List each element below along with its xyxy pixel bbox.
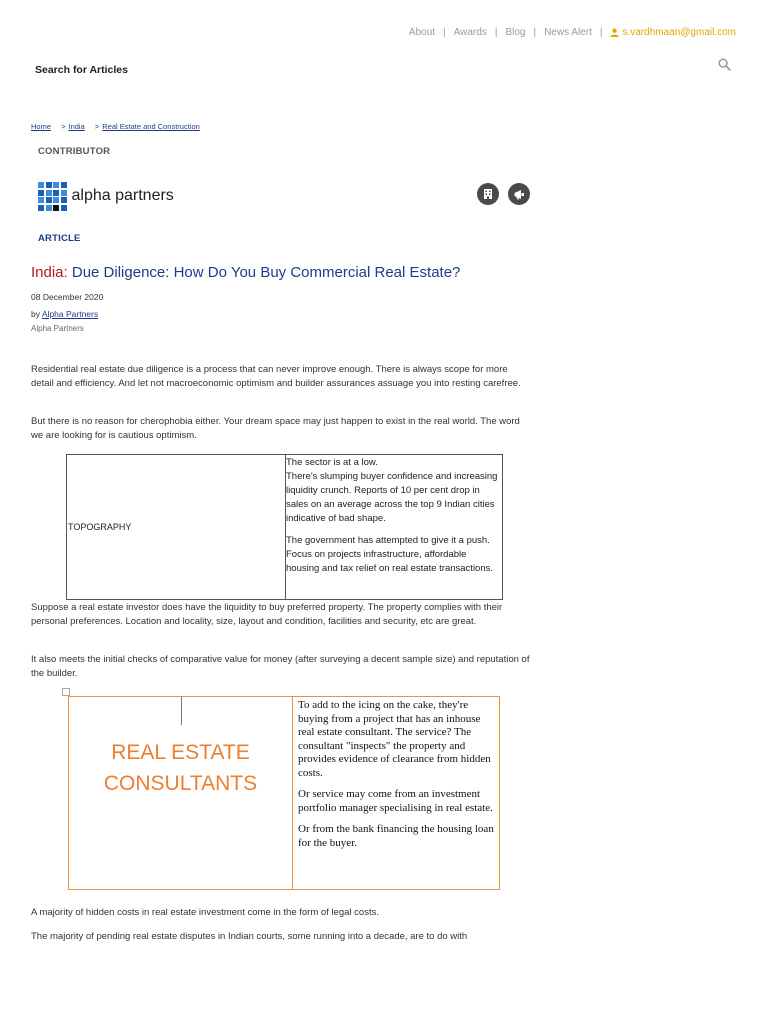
top-nav [409,27,736,38]
article-byline [31,309,98,319]
nav-about-link[interactable]: About [408,27,436,38]
consultants-text-cell [293,697,499,889]
building-icon [482,188,494,200]
article-type-label: ARTICLE [38,233,81,244]
logo-text: alpha partners [71,187,174,205]
topography-content [286,455,502,599]
user-icon [610,28,619,37]
body-paragraph: Suppose a real estate investor does have the liquidity to buy preferred property. The property complies with their personal preferences. Location and locality, size, layout and condition, facilities and security, etc are great. [31,602,503,627]
breadcrumb [31,122,200,131]
author-link[interactable]: Alpha Partners [41,309,99,319]
topography-label: TOPOGRAPHY [67,455,286,599]
body-paragraph: But there is no reason for cherophobia either. Your dream space may just happen to exist in the real world. The word we are looking for is cautious optimism. [31,416,520,441]
nav-separator: | [494,27,498,38]
contributor-label: CONTRIBUTOR [38,146,111,157]
author-organization: Alpha Partners [31,324,84,333]
divider [181,697,182,725]
body-paragraph: It also meets the initial checks of comparative value for money (after surveying a decent sample size) and reputation of the builder. [31,654,530,679]
byline-prefix: by [31,309,40,319]
nav-news-alert-link[interactable]: News Alert [544,27,592,38]
article-date: 08 December 2020 [31,292,104,302]
nav-separator: | [443,27,446,38]
body-paragraph: A majority of hidden costs in real estate investment come in the form of legal costs. [31,907,379,918]
nav-blog-link[interactable]: Blog [505,27,526,38]
topography-table [66,454,503,600]
search-icon[interactable] [718,58,731,71]
contributor-profile-button[interactable] [477,183,499,205]
topography-text: The government has attempted to give it a push. Focus on projects infrastructure, affordable housing and tax relief on real estate transactions. [286,535,494,574]
search-bar [35,60,735,74]
logo-mark-icon [38,182,67,211]
nav-separator: | [533,27,537,38]
article-title-text: Due Diligence: How Do You Buy Commercial Real Estate? [71,264,461,281]
consultants-text: Or from the bank financing the housing loan for the buyer. [298,823,494,849]
breadcrumb-separator: > [94,122,100,131]
breadcrumb-category[interactable]: Real Estate and Construction [102,122,200,131]
body-paragraph: The majority of pending real estate disputes in Indian courts, some running into a decade, are to do with [31,931,468,942]
breadcrumb-home[interactable]: Home [31,122,52,131]
topography-text: The sector is at a low. There's slumping buyer confidence and increasing liquidity crunch. Reports of 10 per cent drop in sales on an average across the top 9 Indian cities indicative of bad shape. [286,457,498,524]
user-account-link[interactable] [610,27,736,38]
breadcrumb-country[interactable]: India [68,122,85,131]
consultants-text: Or service may come from an investment portfolio manager specialising in real estate. [298,788,493,814]
article-title [31,264,460,281]
share-button[interactable] [508,183,530,205]
body-paragraph: Residential real estate due diligence is a process that can never improve enough. There is always scope for more detail and efficiency. And let not macroeconomic optimism and builder assurances assuage you into resting carefree. [31,364,521,389]
search-input[interactable] [35,64,635,76]
image-placeholder-icon [62,688,70,696]
consultants-heading [69,737,292,799]
consultants-heading-cell [69,697,293,889]
user-email: s.vardhmaan@gmail.com [622,27,736,38]
nav-awards-link[interactable]: Awards [453,27,487,38]
breadcrumb-separator: > [61,122,66,131]
article-actions [477,183,539,205]
consultants-heading-line: CONSULTANTS [103,772,258,795]
nav-separator: | [599,27,603,38]
article-country: India: [31,264,68,281]
contributor-logo[interactable] [38,182,174,211]
consultants-text: To add to the icing on the cake, they're buying from a project that has an inhouse real estate consultant. The service? The consultant "inspects" the property and provides evidence of clearance from hidden costs. [298,699,491,779]
consultants-infographic [68,696,500,890]
consultants-heading-line: REAL ESTATE [111,741,250,764]
megaphone-icon [513,188,526,201]
